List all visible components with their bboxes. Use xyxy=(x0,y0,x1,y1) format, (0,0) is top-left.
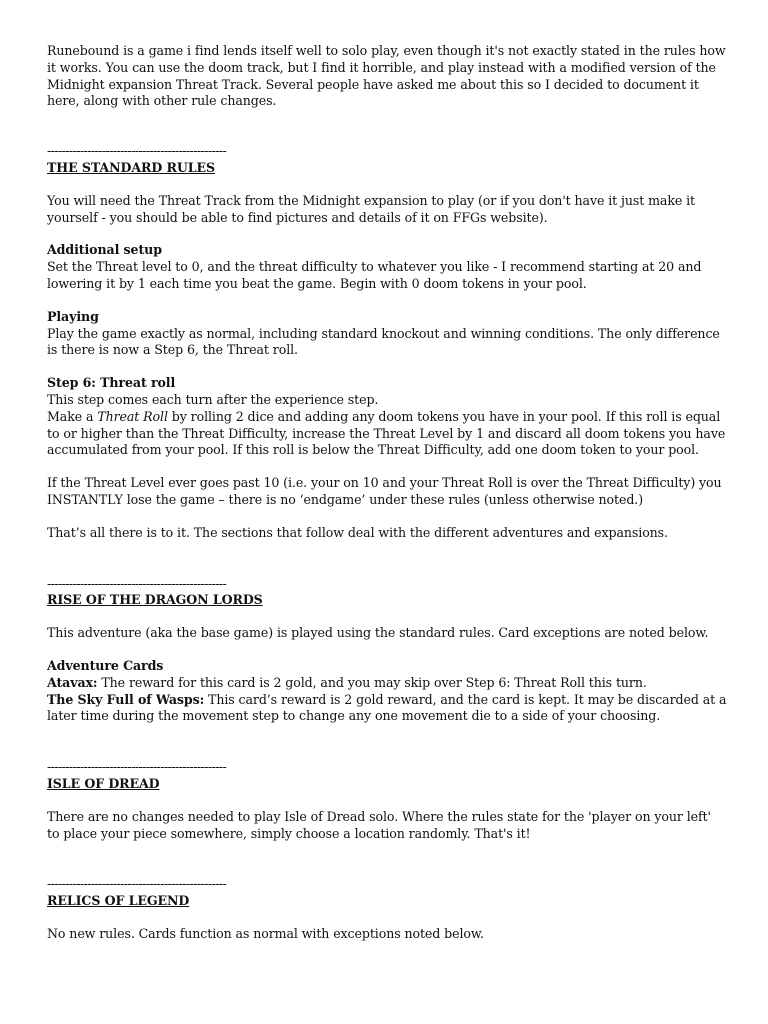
card-entry-atavax xyxy=(47,675,727,692)
closing-paragraph: That’s all there is to it. The sections that follow deal with the different adventures and expansions. xyxy=(47,524,668,540)
section-standard-rules xyxy=(47,143,727,541)
lose-condition-paragraph: If the Threat Level ever goes past 10 (i.e. your on 10 and your Threat Roll is over the Threat Difficulty) you INSTANTLY lose the game – there is no ‘endgame’ under these rules (unless otherwise noted.) xyxy=(47,475,722,507)
isle-of-dread-paragraph: There are no changes needed to play Isle of Dread solo. Where the rules state for the 'player on your left' to place your piece somewhere, simply choose a location randomly. That's it! xyxy=(47,808,711,841)
card-name: Atavax: xyxy=(47,674,98,690)
playing-paragraph: Play the game exactly as normal, including standard knockout and winning conditions. The only difference is there is now a Step 6, the Threat roll. xyxy=(47,325,720,358)
section-divider: ------------------------------------------------- xyxy=(47,876,227,892)
relics-paragraph: No new rules. Cards function as normal with exceptions noted below. xyxy=(47,925,484,941)
section-isle-of-dread xyxy=(47,759,727,842)
section-relics-of-legend xyxy=(47,876,727,942)
section-rise-of-the-dragon-lords xyxy=(47,576,727,726)
subheading: Playing xyxy=(47,308,99,324)
threat-roll-paragraph xyxy=(47,409,727,459)
additional-setup-block xyxy=(47,242,727,292)
requirement-paragraph: You will need the Threat Track from the Midnight expansion to play (or if you don't have it just make it yourself - you should be able to find pictures and details of it on FFGs website). xyxy=(47,192,695,225)
spacer xyxy=(47,542,727,576)
section-title: RELICS OF LEGEND xyxy=(47,893,190,909)
subheading: Step 6: Threat roll xyxy=(47,375,176,391)
document-page xyxy=(47,43,727,943)
adventure-paragraph: This adventure (aka the base game) is played using the standard rules. Card exceptions are noted below. xyxy=(47,625,709,641)
subheading: Adventure Cards xyxy=(47,657,164,673)
card-text: The reward for this card is 2 gold, and you may skip over Step 6: Threat Roll this turn. xyxy=(97,674,647,690)
section-title: ISLE OF DREAD xyxy=(47,775,160,791)
threat-roll-block xyxy=(47,375,727,459)
card-text: This card’s reward is 2 gold reward, and the card is kept. It may be discarded at a later time during the movement step to change any one movement die to a side of your choosing. xyxy=(47,691,727,724)
emphasis-threat-roll: Threat Roll xyxy=(97,408,168,424)
text-run: Make a xyxy=(47,408,98,424)
section-divider: ------------------------------------------------- xyxy=(47,143,227,159)
card-name: The Sky Full of Wasps: xyxy=(47,691,205,707)
section-title: RISE OF THE DRAGON LORDS xyxy=(47,592,263,608)
section-divider: ------------------------------------------------- xyxy=(47,759,227,775)
intro-paragraph: Runebound is a game i find lends itself well to solo play, even though it's not exactly stated in the rules how it works. You can use the doom track, but I find it horrible, and play instead with a modified version of the Midnight expansion Threat Track. Several people have asked me about this so I decided to document it here, along with other rule changes. xyxy=(47,43,726,109)
setup-paragraph: Set the Threat level to 0, and the threat difficulty to whatever you like - I recommend starting at 20 and lowering it by 1 each time you beat the game. Begin with 0 doom tokens in your pool. xyxy=(47,259,702,291)
adventure-cards-block xyxy=(47,658,727,725)
playing-block xyxy=(47,309,727,359)
spacer xyxy=(47,842,727,876)
section-divider: ------------------------------------------------- xyxy=(47,575,227,591)
text-run: by rolling 2 dice and adding any doom tokens you have in your pool. If this roll is equal to or higher than the Threat Difficulty, increase the Threat Level by 1 and discard all doom tokens you have accumulated from your pool. If this roll is below the Threat Difficulty, add one doom token to your pool. xyxy=(47,408,726,458)
section-title: THE STANDARD RULES xyxy=(47,159,215,175)
threat-roll-timing: This step comes each turn after the experience step. xyxy=(47,391,379,407)
card-entry-sky-full-of-wasps xyxy=(47,692,727,726)
subheading: Additional setup xyxy=(47,242,162,258)
spacer xyxy=(47,725,727,759)
